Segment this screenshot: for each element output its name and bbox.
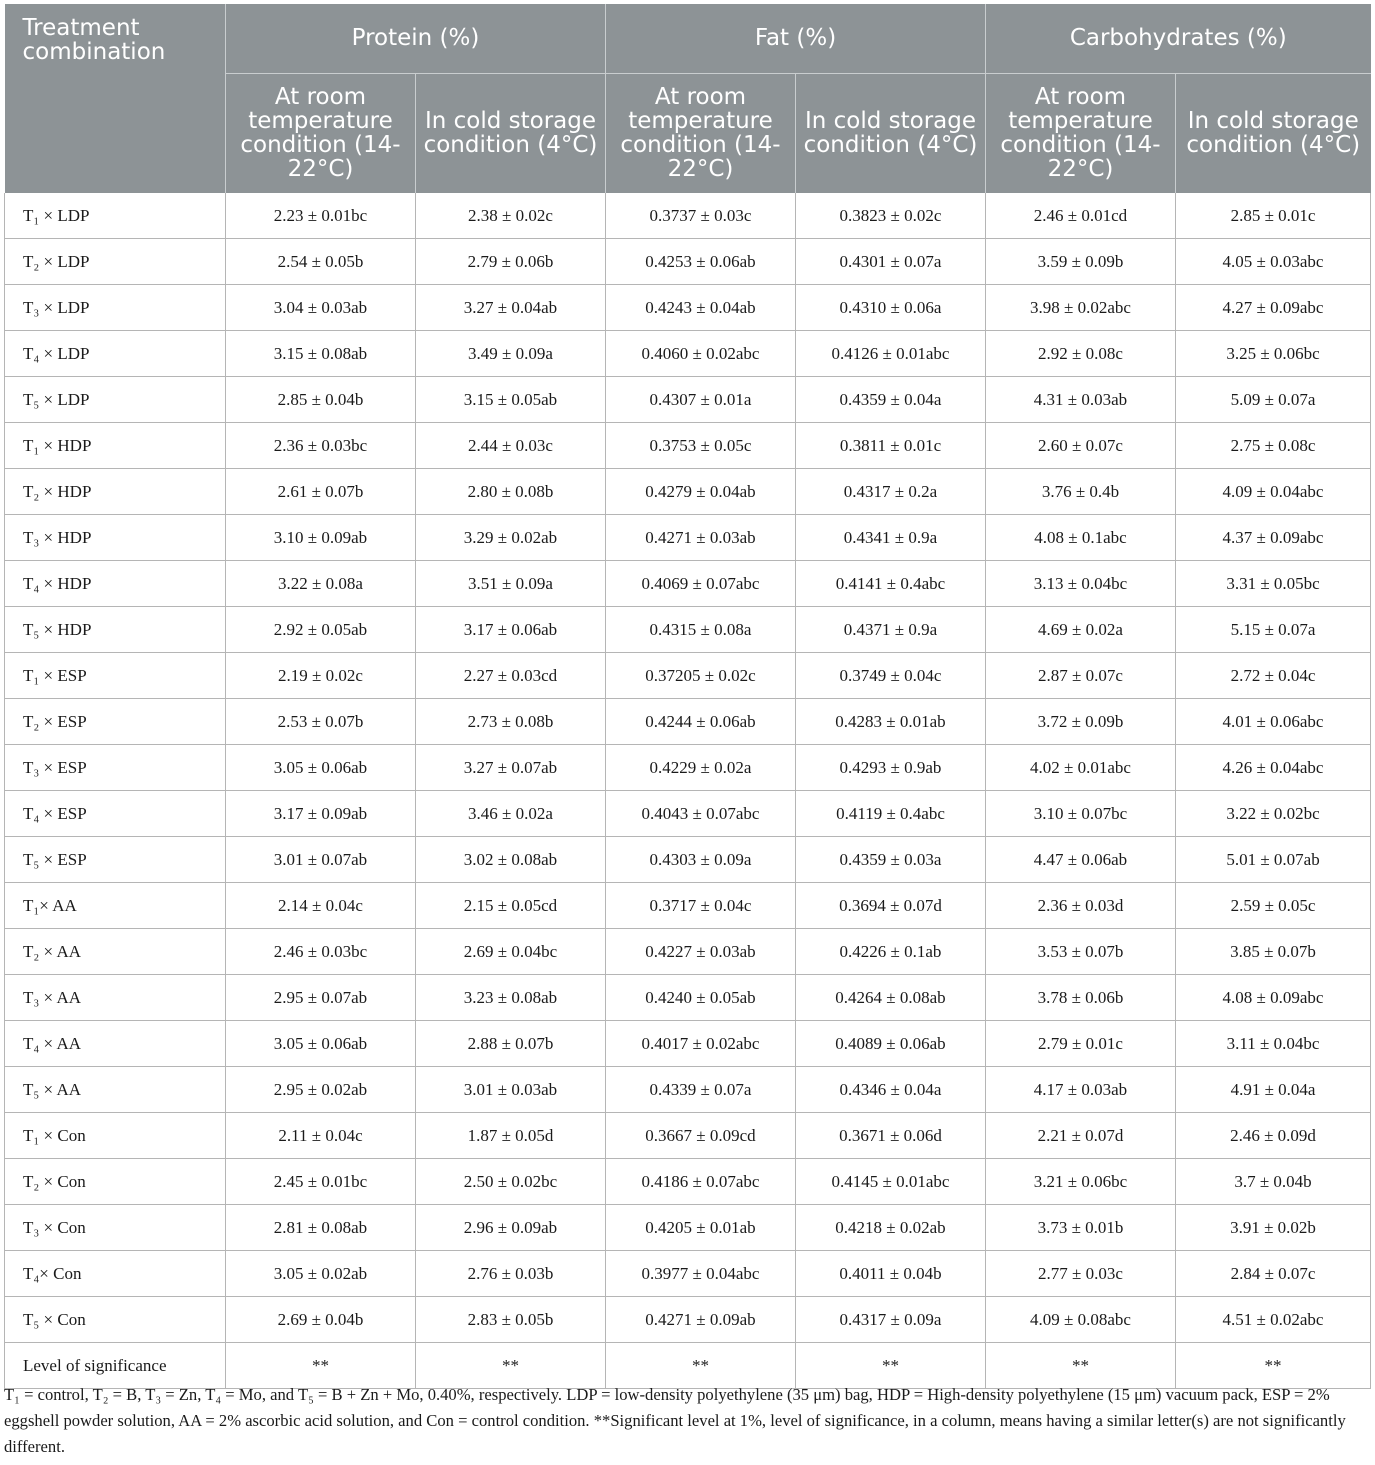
table-cell: 3.22 ± 0.02bc bbox=[1176, 791, 1371, 837]
table-cell: 4.69 ± 0.02a bbox=[986, 607, 1176, 653]
table-cell: 2.61 ± 0.07b bbox=[226, 469, 416, 515]
table-cell: ** bbox=[226, 1343, 416, 1389]
table-cell: 0.3667 ± 0.09cd bbox=[606, 1113, 796, 1159]
table-cell: 3.17 ± 0.06ab bbox=[416, 607, 606, 653]
table-cell: 0.4271 ± 0.09ab bbox=[606, 1297, 796, 1343]
table-cell: 3.05 ± 0.06ab bbox=[226, 1021, 416, 1067]
header-fat-room: At room temperature condition (14-22°C) bbox=[606, 73, 796, 193]
table-cell: 2.83 ± 0.05b bbox=[416, 1297, 606, 1343]
table-row bbox=[5, 607, 1371, 653]
table-cell: 3.10 ± 0.07bc bbox=[986, 791, 1176, 837]
row-label: T₅ × LDP bbox=[5, 377, 226, 423]
row-label: T₁ × ESP bbox=[5, 653, 226, 699]
row-label: Level of significance bbox=[5, 1343, 226, 1389]
row-label: T₁ × Con bbox=[5, 1113, 226, 1159]
table-row bbox=[5, 975, 1371, 1021]
table-cell: 3.15 ± 0.05ab bbox=[416, 377, 606, 423]
table-row bbox=[5, 1205, 1371, 1251]
table-cell: 2.77 ± 0.03c bbox=[986, 1251, 1176, 1297]
table-cell: 0.4371 ± 0.9a bbox=[796, 607, 986, 653]
table-cell: 2.72 ± 0.04c bbox=[1176, 653, 1371, 699]
table-row bbox=[5, 515, 1371, 561]
table-cell: 3.27 ± 0.04ab bbox=[416, 285, 606, 331]
table-cell: 2.11 ± 0.04c bbox=[226, 1113, 416, 1159]
table-cell: 2.84 ± 0.07c bbox=[1176, 1251, 1371, 1297]
row-label: T₃ × HDP bbox=[5, 515, 226, 561]
table-cell: 2.73 ± 0.08b bbox=[416, 699, 606, 745]
row-label: T₂ × AA bbox=[5, 929, 226, 975]
table-header bbox=[5, 4, 1371, 193]
table-cell: 0.4271 ± 0.03ab bbox=[606, 515, 796, 561]
table-row bbox=[5, 837, 1371, 883]
table-cell: ** bbox=[606, 1343, 796, 1389]
table-row bbox=[5, 929, 1371, 975]
table-cell: 0.4240 ± 0.05ab bbox=[606, 975, 796, 1021]
table-cell: 5.09 ± 0.07a bbox=[1176, 377, 1371, 423]
table-cell: 0.37205 ± 0.02c bbox=[606, 653, 796, 699]
table-cell: 3.27 ± 0.07ab bbox=[416, 745, 606, 791]
row-label: T₁ × LDP bbox=[5, 193, 226, 239]
table-cell: 0.4346 ± 0.04a bbox=[796, 1067, 986, 1113]
header-protein: Protein (%) bbox=[226, 4, 606, 73]
table-cell: 2.50 ± 0.02bc bbox=[416, 1159, 606, 1205]
table-cell: 4.08 ± 0.1abc bbox=[986, 515, 1176, 561]
table-cell: 2.79 ± 0.01c bbox=[986, 1021, 1176, 1067]
row-label: T₃ × AA bbox=[5, 975, 226, 1021]
table-cell: 3.98 ± 0.02abc bbox=[986, 285, 1176, 331]
table-row bbox=[5, 1159, 1371, 1205]
table-cell: 2.46 ± 0.09d bbox=[1176, 1113, 1371, 1159]
table-cell: 0.4317 ± 0.2a bbox=[796, 469, 986, 515]
table-cell: 3.91 ± 0.02b bbox=[1176, 1205, 1371, 1251]
table-body bbox=[5, 193, 1371, 1389]
row-label: T₄ × HDP bbox=[5, 561, 226, 607]
table-cell: 2.85 ± 0.04b bbox=[226, 377, 416, 423]
table-cell: 0.4279 ± 0.04ab bbox=[606, 469, 796, 515]
table-row bbox=[5, 653, 1371, 699]
header-protein-cold: In cold storage condition (4°C) bbox=[416, 73, 606, 193]
table-cell: 0.3753 ± 0.05c bbox=[606, 423, 796, 469]
table-cell: 3.13 ± 0.04bc bbox=[986, 561, 1176, 607]
table-cell: 0.4126 ± 0.01abc bbox=[796, 331, 986, 377]
table-cell: 0.4145 ± 0.01abc bbox=[796, 1159, 986, 1205]
table-cell: 3.01 ± 0.03ab bbox=[416, 1067, 606, 1113]
table-cell: 2.69 ± 0.04b bbox=[226, 1297, 416, 1343]
table-cell: 0.4017 ± 0.02abc bbox=[606, 1021, 796, 1067]
table-row bbox=[5, 469, 1371, 515]
table-cell: 3.23 ± 0.08ab bbox=[416, 975, 606, 1021]
table-cell: 0.4227 ± 0.03ab bbox=[606, 929, 796, 975]
table-cell: 0.4141 ± 0.4abc bbox=[796, 561, 986, 607]
table-cell: 0.4341 ± 0.9a bbox=[796, 515, 986, 561]
table-cell: 2.76 ± 0.03b bbox=[416, 1251, 606, 1297]
table-cell: 4.17 ± 0.03ab bbox=[986, 1067, 1176, 1113]
table-row bbox=[5, 883, 1371, 929]
nutrient-table bbox=[4, 4, 1371, 1389]
table-cell: 4.05 ± 0.03abc bbox=[1176, 239, 1371, 285]
table-cell: 3.73 ± 0.01b bbox=[986, 1205, 1176, 1251]
table-cell: 0.4011 ± 0.04b bbox=[796, 1251, 986, 1297]
row-label: T₅ × Con bbox=[5, 1297, 226, 1343]
table-cell: 3.22 ± 0.08a bbox=[226, 561, 416, 607]
table-cell: 3.05 ± 0.06ab bbox=[226, 745, 416, 791]
table-cell: ** bbox=[416, 1343, 606, 1389]
table-cell: 3.85 ± 0.07b bbox=[1176, 929, 1371, 975]
table-cell: 0.4205 ± 0.01ab bbox=[606, 1205, 796, 1251]
table-cell: 0.4089 ± 0.06ab bbox=[796, 1021, 986, 1067]
header-fat: Fat (%) bbox=[606, 4, 986, 73]
table-cell: 2.95 ± 0.02ab bbox=[226, 1067, 416, 1113]
table-cell: 2.27 ± 0.03cd bbox=[416, 653, 606, 699]
row-label: T₄ × ESP bbox=[5, 791, 226, 837]
table-row bbox=[5, 699, 1371, 745]
table-cell: 0.4359 ± 0.04a bbox=[796, 377, 986, 423]
table-cell: 0.4301 ± 0.07a bbox=[796, 239, 986, 285]
table-cell: 3.02 ± 0.08ab bbox=[416, 837, 606, 883]
table-cell: 3.11 ± 0.04bc bbox=[1176, 1021, 1371, 1067]
table-cell: ** bbox=[986, 1343, 1176, 1389]
table-row bbox=[5, 1251, 1371, 1297]
table-cell: 3.59 ± 0.09b bbox=[986, 239, 1176, 285]
header-carb-cold: In cold storage condition (4°C) bbox=[1176, 73, 1371, 193]
table-cell: 0.4244 ± 0.06ab bbox=[606, 699, 796, 745]
table-cell: 4.37 ± 0.09abc bbox=[1176, 515, 1371, 561]
table-cell: 0.4293 ± 0.9ab bbox=[796, 745, 986, 791]
table-cell: 2.92 ± 0.08c bbox=[986, 331, 1176, 377]
table-cell: 2.45 ± 0.01bc bbox=[226, 1159, 416, 1205]
table-row bbox=[5, 285, 1371, 331]
table-cell: 0.4226 ± 0.1ab bbox=[796, 929, 986, 975]
table-cell: 0.4043 ± 0.07abc bbox=[606, 791, 796, 837]
row-label: T₁× AA bbox=[5, 883, 226, 929]
table-cell: 4.51 ± 0.02abc bbox=[1176, 1297, 1371, 1343]
table-cell: 0.4339 ± 0.07a bbox=[606, 1067, 796, 1113]
row-label: T₁ × HDP bbox=[5, 423, 226, 469]
header-carb-room: At room temperature condition (14-22°C) bbox=[986, 73, 1176, 193]
table-cell: 4.08 ± 0.09abc bbox=[1176, 975, 1371, 1021]
row-label: T₅ × AA bbox=[5, 1067, 226, 1113]
header-fat-cold: In cold storage condition (4°C) bbox=[796, 73, 986, 193]
table-row bbox=[5, 561, 1371, 607]
table-cell: 2.46 ± 0.01cd bbox=[986, 193, 1176, 239]
table-cell: 0.4253 ± 0.06ab bbox=[606, 239, 796, 285]
table-cell: 2.59 ± 0.05c bbox=[1176, 883, 1371, 929]
table-cell: 2.95 ± 0.07ab bbox=[226, 975, 416, 1021]
header-treatment: Treatment combination bbox=[5, 4, 226, 193]
table-cell: 2.44 ± 0.03c bbox=[416, 423, 606, 469]
table-cell: 0.3694 ± 0.07d bbox=[796, 883, 986, 929]
table-cell: 0.4243 ± 0.04ab bbox=[606, 285, 796, 331]
table-cell: 2.85 ± 0.01c bbox=[1176, 193, 1371, 239]
table-cell: 0.4060 ± 0.02abc bbox=[606, 331, 796, 377]
header-protein-room: At room temperature condition (14-22°C) bbox=[226, 73, 416, 193]
table-row bbox=[5, 377, 1371, 423]
table-cell: 0.4303 ± 0.09a bbox=[606, 837, 796, 883]
row-label: T₃ × Con bbox=[5, 1205, 226, 1251]
table-cell: 3.76 ± 0.4b bbox=[986, 469, 1176, 515]
table-cell: 2.80 ± 0.08b bbox=[416, 469, 606, 515]
table-cell: 3.46 ± 0.02a bbox=[416, 791, 606, 837]
table-cell: 2.53 ± 0.07b bbox=[226, 699, 416, 745]
table-cell: 2.23 ± 0.01bc bbox=[226, 193, 416, 239]
table-cell: 4.47 ± 0.06ab bbox=[986, 837, 1176, 883]
table-cell: 3.15 ± 0.08ab bbox=[226, 331, 416, 377]
table-cell: 2.75 ± 0.08c bbox=[1176, 423, 1371, 469]
table-cell: 3.17 ± 0.09ab bbox=[226, 791, 416, 837]
table-cell: ** bbox=[1176, 1343, 1371, 1389]
table-cell: 0.3811 ± 0.01c bbox=[796, 423, 986, 469]
table-cell: 0.4186 ± 0.07abc bbox=[606, 1159, 796, 1205]
table-cell: 2.60 ± 0.07c bbox=[986, 423, 1176, 469]
table-cell: 0.4264 ± 0.08ab bbox=[796, 975, 986, 1021]
table-cell: 5.15 ± 0.07a bbox=[1176, 607, 1371, 653]
table-cell: 0.4307 ± 0.01a bbox=[606, 377, 796, 423]
table-cell: 0.4069 ± 0.07abc bbox=[606, 561, 796, 607]
table-cell: 4.91 ± 0.04a bbox=[1176, 1067, 1371, 1113]
table-cell: 3.10 ± 0.09ab bbox=[226, 515, 416, 561]
table-cell: 2.69 ± 0.04bc bbox=[416, 929, 606, 975]
header-carbohydrates: Carbohydrates (%) bbox=[986, 4, 1371, 73]
table-cell: 3.21 ± 0.06bc bbox=[986, 1159, 1176, 1205]
table-cell: 0.4310 ± 0.06a bbox=[796, 285, 986, 331]
table-cell: 4.27 ± 0.09abc bbox=[1176, 285, 1371, 331]
row-label: T₃ × LDP bbox=[5, 285, 226, 331]
table-cell: 0.3977 ± 0.04abc bbox=[606, 1251, 796, 1297]
table-cell: 2.14 ± 0.04c bbox=[226, 883, 416, 929]
table-cell: 3.7 ± 0.04b bbox=[1176, 1159, 1371, 1205]
table-row bbox=[5, 1297, 1371, 1343]
table-cell: ** bbox=[796, 1343, 986, 1389]
row-label: T₂ × HDP bbox=[5, 469, 226, 515]
table-cell: 4.09 ± 0.08abc bbox=[986, 1297, 1176, 1343]
table-row bbox=[5, 1021, 1371, 1067]
table-cell: 4.01 ± 0.06abc bbox=[1176, 699, 1371, 745]
table-cell: 2.15 ± 0.05cd bbox=[416, 883, 606, 929]
table-footnote: T₁ = control, T₂ = B, T₃ = Zn, T₄ = Mo, and T₅ = B + Zn + Mo, 0.40%, respectively. LDP = low-density polyethylene (35 μm) bag, HDP = High-density polyethylene (15 μm) vacuum pack, ESP = 2% eggshell powder solution, AA = 2% ascorbic acid solution, and Con = control condition. **Significant level at 1%, level of significance, in a column, means having a similar letter(s) are not significantly different. bbox=[4, 1385, 1346, 1456]
table-cell: 3.78 ± 0.06b bbox=[986, 975, 1176, 1021]
table-cell: 3.51 ± 0.09a bbox=[416, 561, 606, 607]
table-cell: 4.02 ± 0.01abc bbox=[986, 745, 1176, 791]
table-cell: 3.72 ± 0.09b bbox=[986, 699, 1176, 745]
row-label: T₅ × HDP bbox=[5, 607, 226, 653]
table-row bbox=[5, 791, 1371, 837]
table-cell: 0.4315 ± 0.08a bbox=[606, 607, 796, 653]
table-cell: 4.09 ± 0.04abc bbox=[1176, 469, 1371, 515]
row-label: T₄ × AA bbox=[5, 1021, 226, 1067]
row-label: T₄ × LDP bbox=[5, 331, 226, 377]
table-cell: 3.04 ± 0.03ab bbox=[226, 285, 416, 331]
table-cell: 2.54 ± 0.05b bbox=[226, 239, 416, 285]
row-label: T₂ × ESP bbox=[5, 699, 226, 745]
table-cell: 3.53 ± 0.07b bbox=[986, 929, 1176, 975]
table-cell: 0.3737 ± 0.03c bbox=[606, 193, 796, 239]
table-cell: 2.36 ± 0.03bc bbox=[226, 423, 416, 469]
table-row bbox=[5, 745, 1371, 791]
table-cell: 0.4283 ± 0.01ab bbox=[796, 699, 986, 745]
table-cell: 3.31 ± 0.05bc bbox=[1176, 561, 1371, 607]
table-cell: 3.25 ± 0.06bc bbox=[1176, 331, 1371, 377]
table-cell: 3.01 ± 0.07ab bbox=[226, 837, 416, 883]
table-cell: 3.05 ± 0.02ab bbox=[226, 1251, 416, 1297]
row-label: T₄× Con bbox=[5, 1251, 226, 1297]
table-cell: 0.3823 ± 0.02c bbox=[796, 193, 986, 239]
table-row bbox=[5, 1113, 1371, 1159]
table-row bbox=[5, 1067, 1371, 1113]
table-cell: 0.3671 ± 0.06d bbox=[796, 1113, 986, 1159]
table-row bbox=[5, 193, 1371, 239]
table-container bbox=[4, 4, 1370, 1389]
table-row bbox=[5, 423, 1371, 469]
table-row bbox=[5, 331, 1371, 377]
table-cell: 0.4119 ± 0.4abc bbox=[796, 791, 986, 837]
table-cell: 2.38 ± 0.02c bbox=[416, 193, 606, 239]
table-cell: 2.92 ± 0.05ab bbox=[226, 607, 416, 653]
table-cell: 2.96 ± 0.09ab bbox=[416, 1205, 606, 1251]
table-cell: 4.26 ± 0.04abc bbox=[1176, 745, 1371, 791]
table-cell: 0.4218 ± 0.02ab bbox=[796, 1205, 986, 1251]
table-cell: 4.31 ± 0.03ab bbox=[986, 377, 1176, 423]
table-cell: 2.21 ± 0.07d bbox=[986, 1113, 1176, 1159]
table-cell: 2.19 ± 0.02c bbox=[226, 653, 416, 699]
table-cell: 3.49 ± 0.09a bbox=[416, 331, 606, 377]
table-cell: 2.79 ± 0.06b bbox=[416, 239, 606, 285]
row-label: T₂ × Con bbox=[5, 1159, 226, 1205]
row-label: T₃ × ESP bbox=[5, 745, 226, 791]
table-cell: 5.01 ± 0.07ab bbox=[1176, 837, 1371, 883]
table-cell: 3.29 ± 0.02ab bbox=[416, 515, 606, 561]
row-label: T₅ × ESP bbox=[5, 837, 226, 883]
table-cell: 2.88 ± 0.07b bbox=[416, 1021, 606, 1067]
table-cell: 0.3749 ± 0.04c bbox=[796, 653, 986, 699]
table-cell: 0.4229 ± 0.02a bbox=[606, 745, 796, 791]
table-cell: 2.36 ± 0.03d bbox=[986, 883, 1176, 929]
table-cell: 1.87 ± 0.05d bbox=[416, 1113, 606, 1159]
table-cell: 2.81 ± 0.08ab bbox=[226, 1205, 416, 1251]
table-cell: 2.87 ± 0.07c bbox=[986, 653, 1176, 699]
table-cell: 0.4317 ± 0.09a bbox=[796, 1297, 986, 1343]
row-label: T₂ × LDP bbox=[5, 239, 226, 285]
table-row bbox=[5, 239, 1371, 285]
table-cell: 0.4359 ± 0.03a bbox=[796, 837, 986, 883]
table-cell: 0.3717 ± 0.04c bbox=[606, 883, 796, 929]
table-cell: 2.46 ± 0.03bc bbox=[226, 929, 416, 975]
